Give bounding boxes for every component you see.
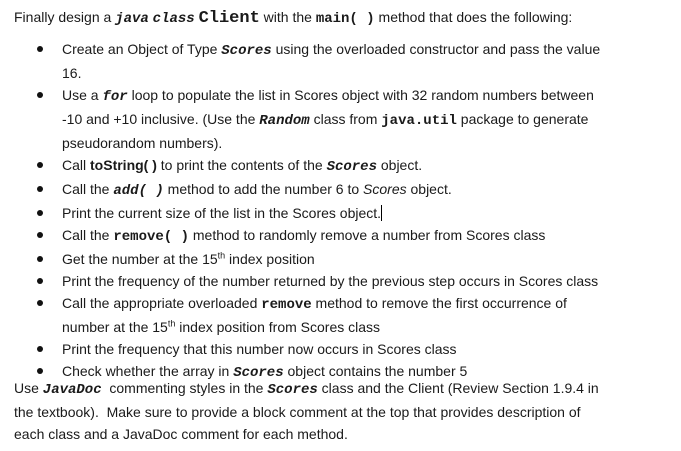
scores-class-name: Scores bbox=[233, 365, 284, 381]
bullet-icon bbox=[37, 46, 43, 52]
bullet-icon bbox=[37, 300, 43, 306]
list-item: Call the add( ) method to add the number 6 to Scores object. bbox=[0, 178, 600, 202]
bullet-icon bbox=[37, 278, 43, 284]
bullet-icon bbox=[37, 346, 43, 352]
bullet-icon bbox=[37, 92, 43, 98]
list-item: Print the frequency that this number now occurs in Scores class bbox=[0, 338, 600, 360]
java-keyword: java bbox=[115, 11, 149, 27]
bullet-icon bbox=[37, 368, 43, 374]
client-class-name: Client bbox=[198, 9, 260, 28]
outro-paragraph: Use JavaDoc commenting styles in the Scores class and the Client (Review Section 1.9.4 in the textbook). Make sure to provide a block comment at the top that provides description of each class and a JavaDoc comment for each method. bbox=[14, 380, 599, 442]
scores-class-name: Scores bbox=[221, 43, 272, 59]
list-item: Use a for loop to populate the list in Scores object with 32 random numbers between -10 and +10 inclusive. (Use the Random class from java.util package to generate pseudorandom numbers). bbox=[0, 84, 600, 154]
random-class-name: Random bbox=[259, 113, 310, 129]
scores-class-name: Scores bbox=[326, 159, 377, 175]
intro-paragraph: Finally design a java class Client with the main( ) method that does the following: bbox=[14, 9, 573, 28]
list-item: Call the appropriate overloaded remove method to remove the first occurrence of number at the 15th index position from Scores class bbox=[0, 292, 600, 338]
bullet-icon bbox=[37, 256, 43, 262]
intro-text: Finally design a bbox=[14, 9, 116, 25]
list-item: Call the remove( ) method to randomly remove a number from Scores class bbox=[0, 224, 600, 248]
list-item: Call toString( ) to print the contents of the Scores object. bbox=[0, 154, 600, 178]
add-method-name: add( ) bbox=[113, 183, 164, 199]
list-item: Print the frequency of the number returned by the previous step occurs in Scores class bbox=[0, 270, 600, 292]
text-cursor bbox=[381, 205, 382, 221]
bullet-icon bbox=[37, 186, 43, 192]
javadoc-keyword: JavaDoc bbox=[42, 382, 102, 398]
list-item: Check whether the array in Scores object contains the number 5 bbox=[0, 360, 600, 384]
bullet-icon bbox=[37, 162, 43, 168]
tostring-method-name: toString( ) bbox=[90, 157, 157, 173]
list-item: Print the current size of the list in the Scores object. bbox=[0, 202, 600, 224]
remove-method-name: remove( ) bbox=[113, 229, 189, 245]
list-item: Get the number at the 15th index position bbox=[0, 248, 600, 270]
for-keyword: for bbox=[102, 89, 128, 105]
java-util-package: java.util bbox=[381, 113, 457, 129]
requirements-list bbox=[0, 38, 600, 384]
bullet-icon bbox=[37, 232, 43, 238]
scores-class-name: Scores bbox=[363, 181, 407, 197]
scores-class-name: Scores bbox=[267, 382, 318, 398]
class-keyword: class bbox=[152, 11, 195, 27]
main-method-name: main( ) bbox=[315, 11, 375, 27]
bullet-icon bbox=[37, 210, 43, 216]
list-item: Create an Object of Type Scores using the overloaded constructor and pass the value 16. bbox=[0, 38, 600, 84]
remove-method-name: remove bbox=[261, 297, 312, 313]
